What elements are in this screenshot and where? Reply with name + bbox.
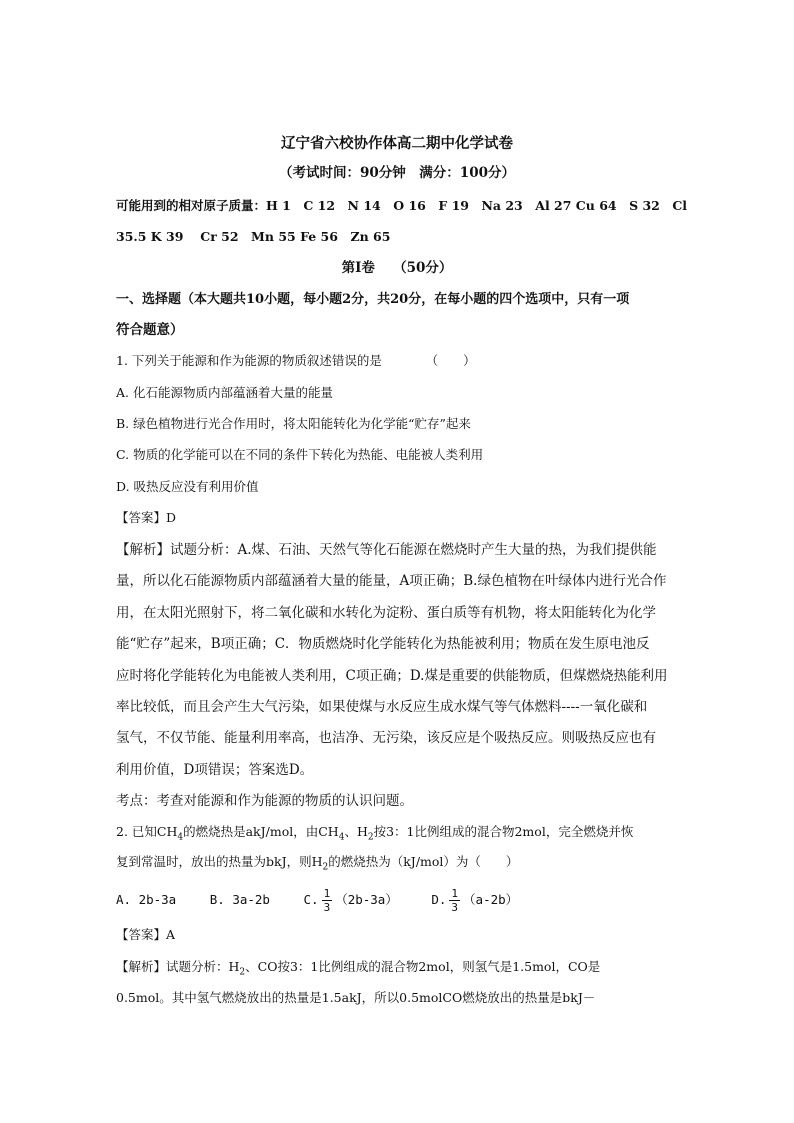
exam-title: 辽宁省六校协作体高二期中化学试卷: [281, 135, 513, 152]
q1-explanation-line-5: 应时将化学能转化为电能被人类利用，C项正确；D.煤是重要的供能物质，但煤燃烧热能利用: [116, 668, 668, 684]
q2-option-c: C. $\frac{1}{3}$ （2b-3a）: [303, 887, 398, 914]
q1-explanation-line-1: 【解析】试题分析：A.煤、石油、天然气等化石能源在燃烧时产生大量的热，为我们提供能: [116, 542, 657, 558]
q2-option-b: B. 3a-2b: [209, 892, 270, 907]
q1-answer: 【答案】D: [116, 510, 177, 525]
q1-exam-point: 考点：考查对能源和作为能源的物质的认识问题。: [116, 793, 413, 809]
q2-answer: 【答案】A: [116, 927, 176, 942]
q1-option-c: C. 物质的化学能可以在不同的条件下转化为热能、电能被人类利用: [116, 447, 484, 462]
q1-explanation-line-7: 氢气，不仅节能、能量利用率高，也洁净、无污染，该反应是个吸热反应。则吸热反应也有: [116, 730, 656, 746]
q2-explanation-line-2: 0.5mol。其中氢气燃烧放出的热量是1.5akJ，所以0.5molCO燃烧放出的热量是bkJ－: [116, 990, 596, 1005]
q1-explanation-line-6: 率比较低，而且会产生大气污染，如果使煤与水反应生成水煤气等气体燃料----一氧化碳和: [116, 699, 648, 715]
q2-stem-line-1: 2. 已知$CH_4$的燃烧热是akJ/mol，由$CH_4$、$H_2$按3：1比例组成的混合物2mol，完全燃烧并恢: [116, 824, 634, 843]
q1-explanation-line-8: 利用价值，D项错误；答案选D。: [116, 762, 314, 778]
fraction: $\frac{1}{3}$: [323, 887, 331, 914]
q2-option-d: D. $\frac{1}{3}$ （a-2b）: [431, 887, 519, 914]
section-heading-line-1: 一、选择题（本大题共10小题，每小题2分，共20分，在每小题的四个选项中，只有一项: [116, 292, 630, 307]
q1-option-a: A. 化石能源物质内部蕴涵着大量的能量: [116, 385, 333, 400]
q2-option-a: A. 2b-3a: [116, 892, 177, 907]
exam-subtitle: （考试时间：90分钟 满分：100分）: [279, 165, 515, 181]
section-heading-line-2: 符合题意）: [116, 322, 184, 338]
q2-options: [116, 883, 676, 917]
q1-stem: 1. 下列关于能源和作为能源的物质叙述错误的是 （ ）: [116, 353, 476, 368]
q1-explanation-line-3: 用，在太阳光照射下，将二氧化碳和水转化为淀粉、蛋白质等有机物，将太阳能转化为化学: [116, 605, 656, 621]
q1-explanation-line-2: 量，所以化石能源物质内部蕴涵着大量的能量，A项正确；B.绿色植物在叶绿体内进行光合作: [116, 573, 667, 589]
q1-option-b: B. 绿色植物进行光合作用时，将太阳能转化为化学能“贮存”起来: [116, 416, 471, 431]
volume-heading: 第Ⅰ卷 （50分）: [341, 260, 453, 276]
q2-explanation-line-1: 【解析】试题分析：$H_2$、CO按3：1比例组成的混合物2mol，则氢气是1.5mol，CO是: [116, 959, 601, 978]
q1-option-d: D. 吸热反应没有利用价值: [116, 479, 259, 494]
q1-explanation-line-4: 能“贮存”起来，B项正确；C．物质燃烧时化学能转化为热能被利用；物质在发生原电池反: [116, 636, 650, 652]
atomic-mass-line-1: 可能用到的相对原子质量：H 1 C 12 N 14 O 16 F 19 Na 23 Al 27 Cu 64 S 32 Cl: [116, 198, 688, 213]
atomic-mass-line-2: 35.5 K 39 Cr 52 Mn 55 Fe 56 Zn 65: [116, 229, 391, 244]
fraction: $\frac{1}{3}$: [451, 887, 459, 914]
q2-stem-line-2: 复到常温时，放出的热量为bkJ，则$H_2$的燃烧热为（kJ/mol）为（ ）: [116, 854, 519, 873]
